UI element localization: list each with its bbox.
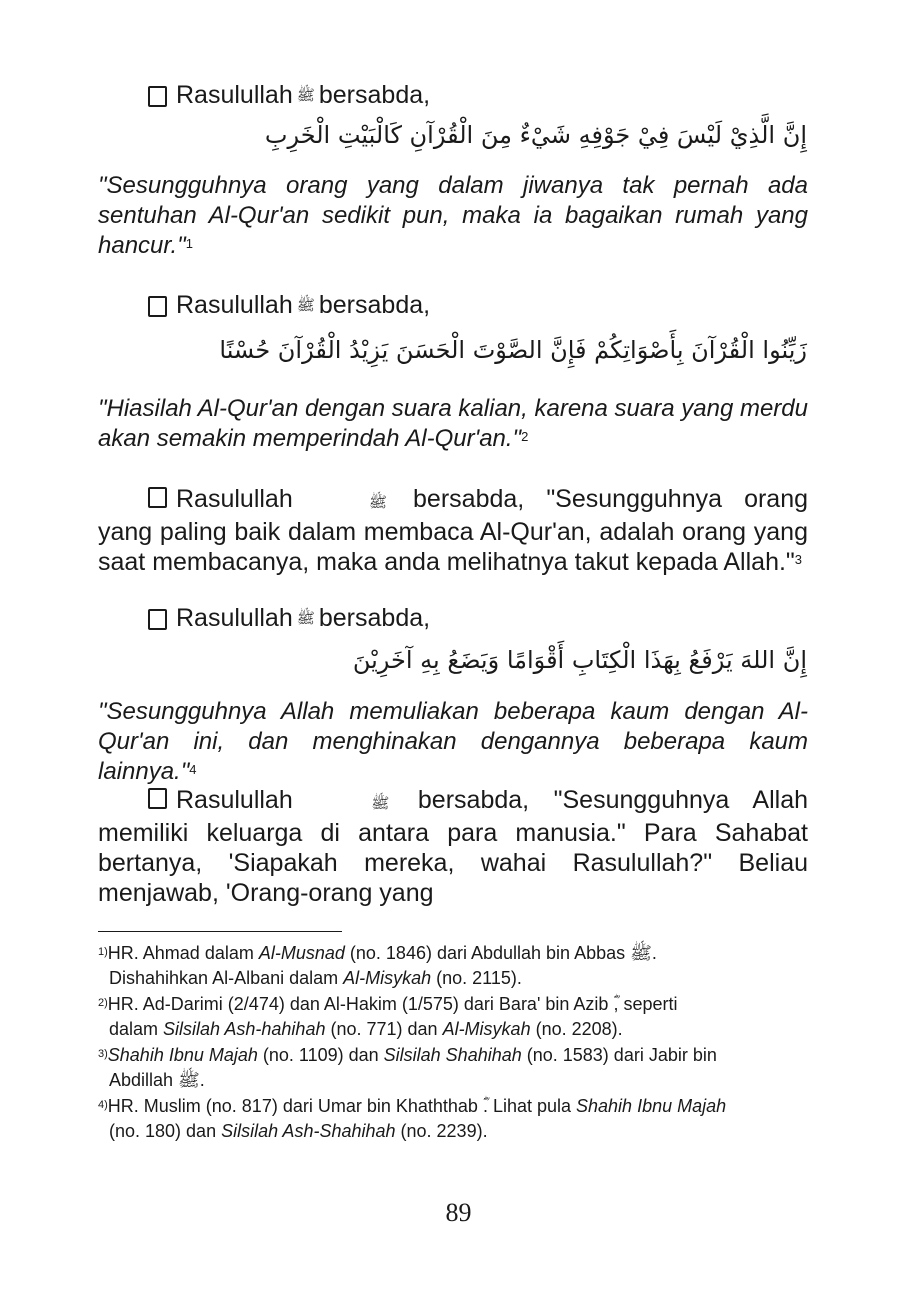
hadith-2-translation: "Hiasilah Al-Qur'an dengan suara kalian, karena suara yang merdu akan semakin memperindah Al-Qur'an."$^2$	[98, 395, 808, 452]
hadith-2-arabic: زَيِّنُوا الْقُرْآنَ بِأَصْوَاتِكُمْ فَإِنَّ الصَّوْتَ الْحَسَنَ يَزِيْدُ الْقُرْآنَ حُسْنًا	[219, 336, 807, 364]
checkbox-icon	[148, 86, 167, 107]
saw-icon: ﷺ	[371, 794, 390, 812]
saw-icon: ﷺ	[296, 296, 315, 314]
page-number: 89	[445, 1198, 472, 1227]
intro-label: Rasulullah	[176, 291, 293, 319]
footnote-ref-2: 2	[521, 429, 529, 444]
hadith-1-intro	[98, 80, 808, 110]
checkbox-icon	[148, 296, 167, 317]
hadith-1-arabic: إِنَّ الَّذِيْ لَيْسَ فِيْ جَوْفِهِ شَيْءٌ مِنَ الْقُرْآنِ كَالْبَيْتِ الْخَرِبِ	[264, 121, 807, 149]
hadith-1-translation: "Sesungguhnya orang yang dalam jiwanya tak pernah ada sentuhan Al-Qur'an sedikit pun, maka ia bagaikan rumah yang hancur."$^1$	[98, 172, 808, 259]
footnote-ref-1: 1	[185, 236, 193, 251]
footnote-ref-4: 4	[189, 762, 197, 777]
intro-label: Rasulullah	[176, 81, 293, 109]
hadith-4-translation: "Sesungguhnya Allah memuliakan beberapa kaum dengan Al-Qur'an ini, dan menghinakan dengannya beberapa kaum lainnya."$^4$	[98, 698, 808, 785]
honorific-icon: ﷺ	[630, 943, 652, 963]
footnote-divider	[98, 931, 342, 932]
hadith-4-arabic: إِنَّ اللهَ يَرْفَعُ بِهَذَا الْكِتَابِ أَقْوَامًا وَيَضَعُ بِهِ آخَرِيْنَ	[352, 646, 807, 674]
footnote-3: $^{3)}$Shahih Ibnu Majah (no. 1109) dan Silsilah Shahihah (no. 1583) dari Jabir bin Abdillah ﷺ.	[98, 1045, 717, 1090]
hadith-2-intro	[98, 290, 808, 320]
hadith-4-intro	[98, 603, 808, 633]
footnote-4: $^{4)}$HR. Muslim (no. 817) dari Umar bin Khaththab . Lihat pula Shahih Ibnu Majah (no. 180) dan Silsilah Ash-Shahihah (no. 2239).	[98, 1096, 727, 1141]
intro-verb: bersabda,	[318, 81, 431, 109]
hadith-5-text: "Sesungguhnya Allah memiliki keluarga di antara para manusia." Para Sahabat bertanya, 'Siapakah mereka, wahai Rasulullah?" Beliau menjawab, 'Orang-orang yang	[98, 786, 809, 907]
checkbox-icon	[148, 609, 167, 630]
intro-verb: bersabda,	[318, 604, 431, 632]
intro-label: Rasulullah	[176, 604, 293, 632]
footnote-1: $^{1)}$HR. Ahmad dalam Al-Musnad (no. 1846) dari Abdullah bin Abbas ﷺ. Dishahihkan Al-Albani dalam Al-Misykah (no. 2115).	[98, 943, 657, 988]
honorific-icon: ﷺ	[178, 1070, 200, 1090]
checkbox-icon	[148, 788, 167, 809]
footnote-2: $^{2)}$HR. Ad-Darimi (2/474) dan Al-Hakim (1/575) dari Bara' bin Azib , seperti dalam Silsilah Ash-hahihah (no. 771) dan Al-Misykah (no. 2208).	[98, 994, 678, 1039]
hadith-3-text: "Sesungguhnya orang yang paling baik dalam membaca Al-Qur'an, adalah orang yang saat membacanya, maka anda melihatnya takut kepada Allah."	[98, 485, 809, 576]
saw-icon: ﷺ	[296, 86, 315, 104]
saw-icon: ﷺ	[296, 609, 315, 627]
hadith-3-paragraph: Rasulullah ﷺ bersabda, "Sesungguhnya orang yang paling baik dalam membaca Al-Qur'an, adalah orang yang saat membacanya, maka anda melihatnya takut kepada Allah."$^3$	[98, 485, 809, 576]
hadith-5-paragraph: Rasulullah ﷺ bersabda, "Sesungguhnya Allah memiliki keluarga di antara para manusia." Para Sahabat bertanya, 'Siapakah mereka, wahai Rasulullah?" Beliau menjawab, 'Orang-orang yang	[98, 786, 809, 907]
footnote-ref-3: 3	[794, 552, 803, 567]
saw-icon: ﷺ	[368, 493, 387, 511]
intro-verb: bersabda,	[318, 291, 431, 319]
checkbox-icon	[148, 487, 167, 508]
